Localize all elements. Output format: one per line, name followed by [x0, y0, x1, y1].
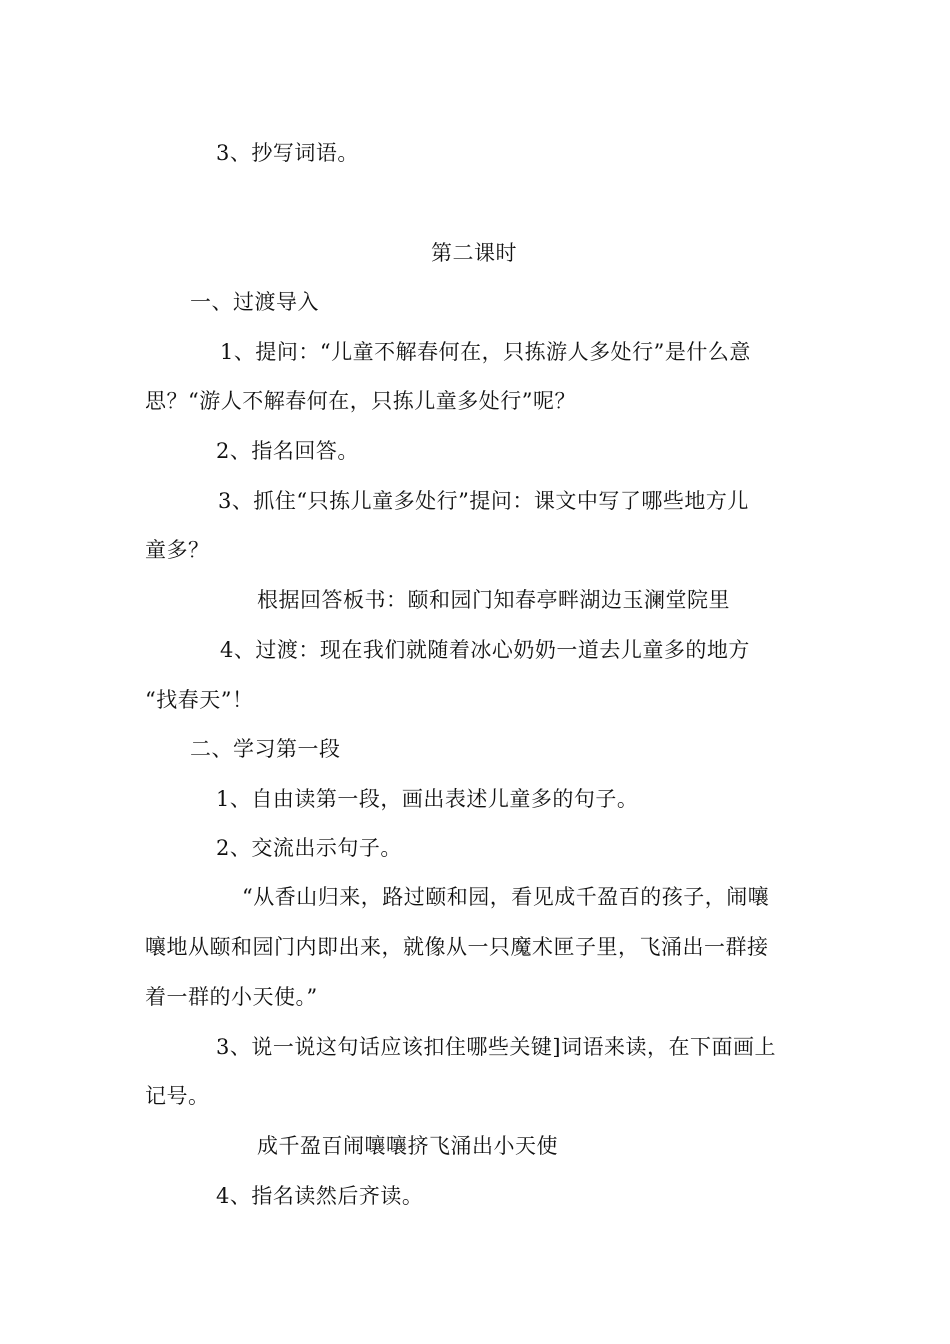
- text-line: 记号。: [145, 1084, 210, 1108]
- text-line: 2、交流出示句子。: [216, 836, 402, 860]
- text-line: 4、过渡：现在我们就随着冰心奶奶一道去儿童多的地方: [220, 638, 750, 662]
- text-line: 3、抓住“只拣儿童多处行”提问：课文中写了哪些地方儿: [218, 489, 749, 513]
- text-line: 思？“游人不解春何在，只拣儿童多处行”呢？: [145, 389, 576, 413]
- section-heading: 二、学习第一段: [190, 737, 341, 761]
- text-line: 4、指名读然后齐读。: [216, 1184, 424, 1208]
- section-heading: 一、过渡导入: [190, 290, 319, 314]
- text-line: 3、说一说这句话应该扣住哪些关键]词语来读，在下面画上: [216, 1035, 777, 1059]
- section-title: 第二课时: [431, 241, 517, 265]
- quote-line: 嚷地从颐和园门内即出来，就像从一只魔术匣子里，飞涌出一群接: [145, 935, 769, 959]
- text-line: 童多？: [145, 538, 210, 562]
- text-line: 3、抄写词语。: [216, 141, 359, 165]
- text-line: “找春天”！: [145, 688, 254, 712]
- text-line: 根据回答板书：颐和园门知春亭畔湖边玉澜堂院里: [257, 588, 730, 612]
- text-line: 2、指名回答。: [216, 439, 359, 463]
- text-line: 1、提问：“儿童不解春何在，只拣游人多处行”是什么意: [220, 340, 751, 364]
- text-line: 成千盈百闹嚷嚷挤飞涌出小天使: [257, 1134, 558, 1158]
- quote-line: 着一群的小天使。”: [145, 985, 318, 1009]
- quote-line: “从香山归来，路过颐和园，看见成千盈百的孩子，闹嚷: [242, 885, 770, 909]
- text-line: 1、自由读第一段，画出表述儿童多的句子。: [216, 787, 639, 811]
